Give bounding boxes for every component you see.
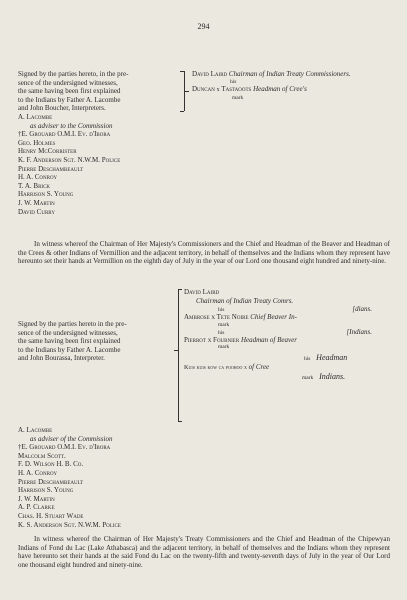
signatories-2 xyxy=(184,288,394,381)
commissioner-role: as adviser to the Commission xyxy=(30,121,113,130)
mark-label: mark xyxy=(232,94,244,101)
mark-label: mark xyxy=(218,344,230,351)
witness-name: Malcolm Scott. xyxy=(18,451,66,460)
witness-name: J. W. Martin xyxy=(18,494,55,503)
signatory-title: Chairman of Indian Treaty Commissioners. xyxy=(228,70,351,78)
signed-line: and John Bourassa, Interpreter. xyxy=(18,354,105,363)
witness-name: F. D. Wilson H. B. Co. xyxy=(18,460,84,469)
witness-name: Harrison S. Young xyxy=(18,190,74,199)
witness-name: Pierre Deschambeault xyxy=(18,164,84,173)
brace-tick xyxy=(185,91,189,92)
signatory-name: Duncan xyxy=(192,85,215,94)
brace-tick xyxy=(180,111,184,112)
page-number: 294 xyxy=(197,22,210,31)
brace-tick xyxy=(178,289,182,290)
witness-name: Geo. Holmes xyxy=(18,138,56,147)
signed-line: sence of the undersigned witnesses, xyxy=(18,328,118,337)
witness-paragraph-1: In witness whereof the Chairman of Her Majesty's Commissioners and the Chief and Headman of the Beaver and Headman of the Crees & other Indians of Vermillion and the adjacent territory, in behalf of themselves and the Indians whom they represent have hereunto set their hands at Vermillion on the eighth day of July in the year of our Lord one thousand eight hundred and ninety-nine. xyxy=(18,240,390,266)
witness-name: H. A. Conroy xyxy=(18,468,58,477)
witness-paragraph-2: In witness whereof the Chairman of Her Majesty's Treaty Commissioners and the Chief and Headman of the Chipewyan Indians of Fond du Lac (Lake Athabasca) and the adjacent territory, in behalf of themselves and the Indians whom they represent have hereunto set their hands at the said Fond du Lac on the twenty-fifth and twenty-seventh days of July in the year of Our Lord one thousand eight hundred and ninety-nine. xyxy=(18,535,390,569)
x-mark: x xyxy=(216,87,220,94)
signatory-surname: Tastaoots xyxy=(221,85,252,94)
his-label: his xyxy=(218,307,225,314)
signatories-1 xyxy=(192,70,397,101)
witness-name: Harrison S. Young xyxy=(18,486,74,495)
brace-line xyxy=(178,289,179,421)
signatory-name: Pierrot x Fournier xyxy=(184,335,240,344)
signed-statement-2 xyxy=(18,320,180,363)
his-label: his xyxy=(304,356,311,363)
witness-name: J. W. Martin xyxy=(18,198,55,207)
signed-line: to the Indians by Father A. Lacombe xyxy=(18,95,121,104)
signatory-name: David Laird xyxy=(184,288,220,296)
mark-label: mark xyxy=(218,321,230,328)
brace-tick xyxy=(178,421,182,422)
brace-tick xyxy=(174,350,178,351)
witness-name: †E. Grouard O.M.I. Ev. d'Ibora xyxy=(18,130,111,139)
signatory-title: Headman of Beaver xyxy=(240,335,297,344)
signed-line: Signed by the parties hereto, in the pre- xyxy=(18,70,129,78)
signatory-name: David Laird xyxy=(192,70,228,78)
signed-line: Signed by the parties hereto in the pre- xyxy=(18,320,127,328)
witness-name: David Curry xyxy=(18,207,55,216)
witness-list-2 xyxy=(18,426,218,529)
witness-name: Henry McCorrister xyxy=(18,147,77,156)
witness-name: Pierre Deschambeault xyxy=(18,477,84,486)
title-wrap: [dians. xyxy=(352,305,372,314)
signatory-name: Ambrose x Tete Noire xyxy=(184,313,249,322)
commissioner-name: A. Lacombe xyxy=(18,426,53,434)
signatory-title: Headman of Cree's xyxy=(253,85,307,94)
signed-line: and John Boucher, Interpreters. xyxy=(18,104,106,113)
witness-name: T. A. Brick xyxy=(18,181,51,190)
signatory-title: Headman xyxy=(316,353,348,363)
title-wrap: [Indians. xyxy=(346,327,372,336)
signatory-title: Chief Beaver In- xyxy=(250,313,297,322)
signatory-title: Chairman of Indian Treaty Comrs. xyxy=(196,296,294,305)
his-label: his xyxy=(230,78,237,85)
witness-name: †E. Grouard O.M.I. Ev. d'Ibora xyxy=(18,443,111,452)
witness-list-1 xyxy=(18,113,218,216)
witness-name: A. P. Clarke xyxy=(18,503,55,512)
signed-line: the same having been first explained xyxy=(18,337,121,346)
witness-name: K. F. Anderson Sgt. N.W.M. Police xyxy=(18,155,121,164)
signed-line: sence of the undersigned witnesses, xyxy=(18,78,118,87)
commissioner-role: as adviser of the Commission xyxy=(30,434,113,443)
signatory-title: of Cree xyxy=(248,363,270,372)
mark-label: mark xyxy=(302,374,314,381)
witness-name: H. A. Conroy xyxy=(18,173,58,182)
signed-line: the same having been first explained xyxy=(18,87,121,96)
signatory-title: Indians. xyxy=(319,371,346,381)
commissioner-name: A. Lacombe xyxy=(18,113,53,121)
witness-name: K. S. Anderson Sgt. N.W.M. Police xyxy=(18,520,121,529)
brace-tick xyxy=(180,71,184,72)
his-label: his xyxy=(218,329,225,336)
signatory-name: Kuis kuis kow ca poohoo x xyxy=(184,364,247,372)
signed-line: to the Indians by Father A. Lacombe xyxy=(18,345,121,354)
witness-name: Chas. H. Stuart Wade xyxy=(18,511,84,520)
signed-statement-1 xyxy=(18,70,184,113)
